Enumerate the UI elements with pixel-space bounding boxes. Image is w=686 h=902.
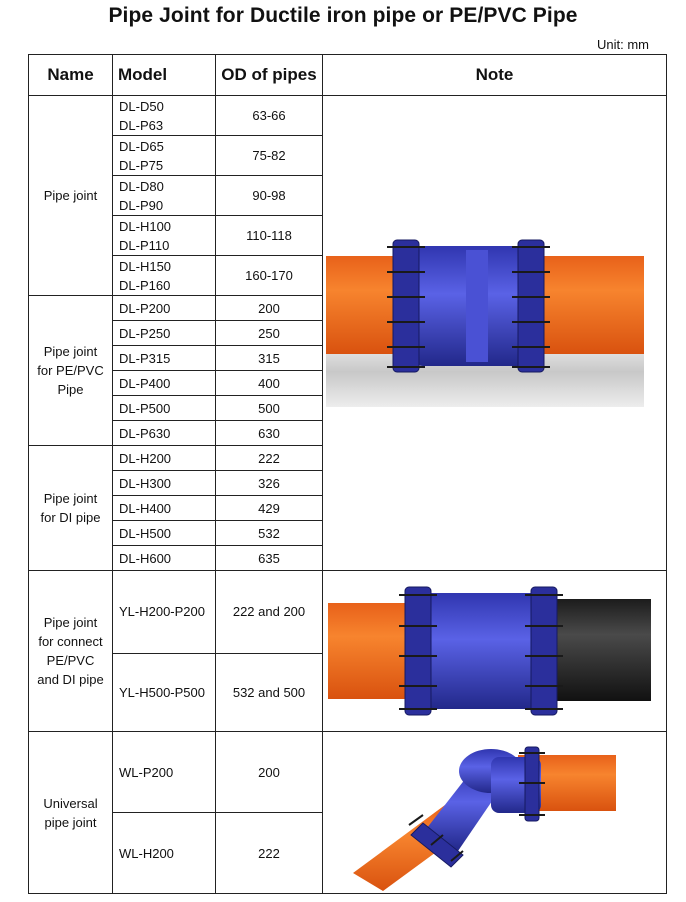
od-cell: 500: [216, 396, 323, 421]
od-cell: 222: [216, 813, 323, 894]
model-cell: DL-P200: [113, 296, 216, 321]
header-name: Name: [29, 55, 113, 96]
page-title: Pipe Joint for Ductile iron pipe or PE/PVC Pipe: [108, 4, 578, 27]
model-cell: DL-H600: [113, 546, 216, 571]
model-cell: DL-H400: [113, 496, 216, 521]
od-cell: 532 and 500: [216, 653, 323, 731]
note-image-transition-coupling: [323, 571, 667, 732]
group-name: Universal pipe joint: [29, 732, 113, 894]
model-cell: YL-H200-P200: [113, 571, 216, 654]
od-cell: 400: [216, 371, 323, 396]
model-cell: DL-H200: [113, 446, 216, 471]
model-cell: DL-P400: [113, 371, 216, 396]
model-cell: DL-H500: [113, 521, 216, 546]
model-cell: DL-P315: [113, 346, 216, 371]
od-cell: 222: [216, 446, 323, 471]
od-cell: 110-118: [216, 216, 323, 256]
spec-table: [28, 54, 667, 894]
od-cell: 326: [216, 471, 323, 496]
group-name: Pipe joint for PE/PVC Pipe: [29, 296, 113, 446]
od-cell: 630: [216, 421, 323, 446]
group-name: Pipe joint: [29, 96, 113, 296]
note-image-universal-joint: [323, 732, 667, 894]
model-cell: WL-P200: [113, 732, 216, 813]
model-cell: DL-H100 DL-P110: [113, 216, 216, 256]
note-image-straight-coupling: [323, 96, 667, 571]
od-cell: 75-82: [216, 136, 323, 176]
od-cell: 200: [216, 732, 323, 813]
header-row: [29, 55, 667, 96]
model-cell: DL-D50 DL-P63: [113, 96, 216, 136]
od-cell: 63-66: [216, 96, 323, 136]
model-cell: DL-P630: [113, 421, 216, 446]
header-model: Model: [113, 55, 216, 96]
model-cell: WL-H200: [113, 813, 216, 894]
od-cell: 429: [216, 496, 323, 521]
model-cell: DL-P250: [113, 321, 216, 346]
od-cell: 250: [216, 321, 323, 346]
model-cell: DL-H150 DL-P160: [113, 256, 216, 296]
od-cell: 160-170: [216, 256, 323, 296]
model-cell: DL-H300: [113, 471, 216, 496]
od-cell: 200: [216, 296, 323, 321]
coupling-illustration: [323, 97, 667, 569]
header-od: OD of pipes: [216, 55, 323, 96]
od-cell: 532: [216, 521, 323, 546]
group-name: Pipe joint for connect PE/PVC and DI pipe: [29, 571, 113, 732]
table-row: [29, 732, 667, 813]
od-cell: 315: [216, 346, 323, 371]
od-cell: 90-98: [216, 176, 323, 216]
table-row: [29, 571, 667, 654]
unit-label: Unit: mm: [597, 37, 649, 52]
model-cell: DL-D65 DL-P75: [113, 136, 216, 176]
od-cell: 222 and 200: [216, 571, 323, 654]
model-cell: DL-D80 DL-P90: [113, 176, 216, 216]
transition-coupling-illustration: [323, 571, 667, 731]
table-row: [29, 96, 667, 136]
header-note: Note: [323, 55, 667, 96]
model-cell: YL-H500-P500: [113, 653, 216, 731]
universal-joint-illustration: [323, 733, 667, 893]
od-cell: 635: [216, 546, 323, 571]
group-name: Pipe joint for DI pipe: [29, 446, 113, 571]
model-cell: DL-P500: [113, 396, 216, 421]
